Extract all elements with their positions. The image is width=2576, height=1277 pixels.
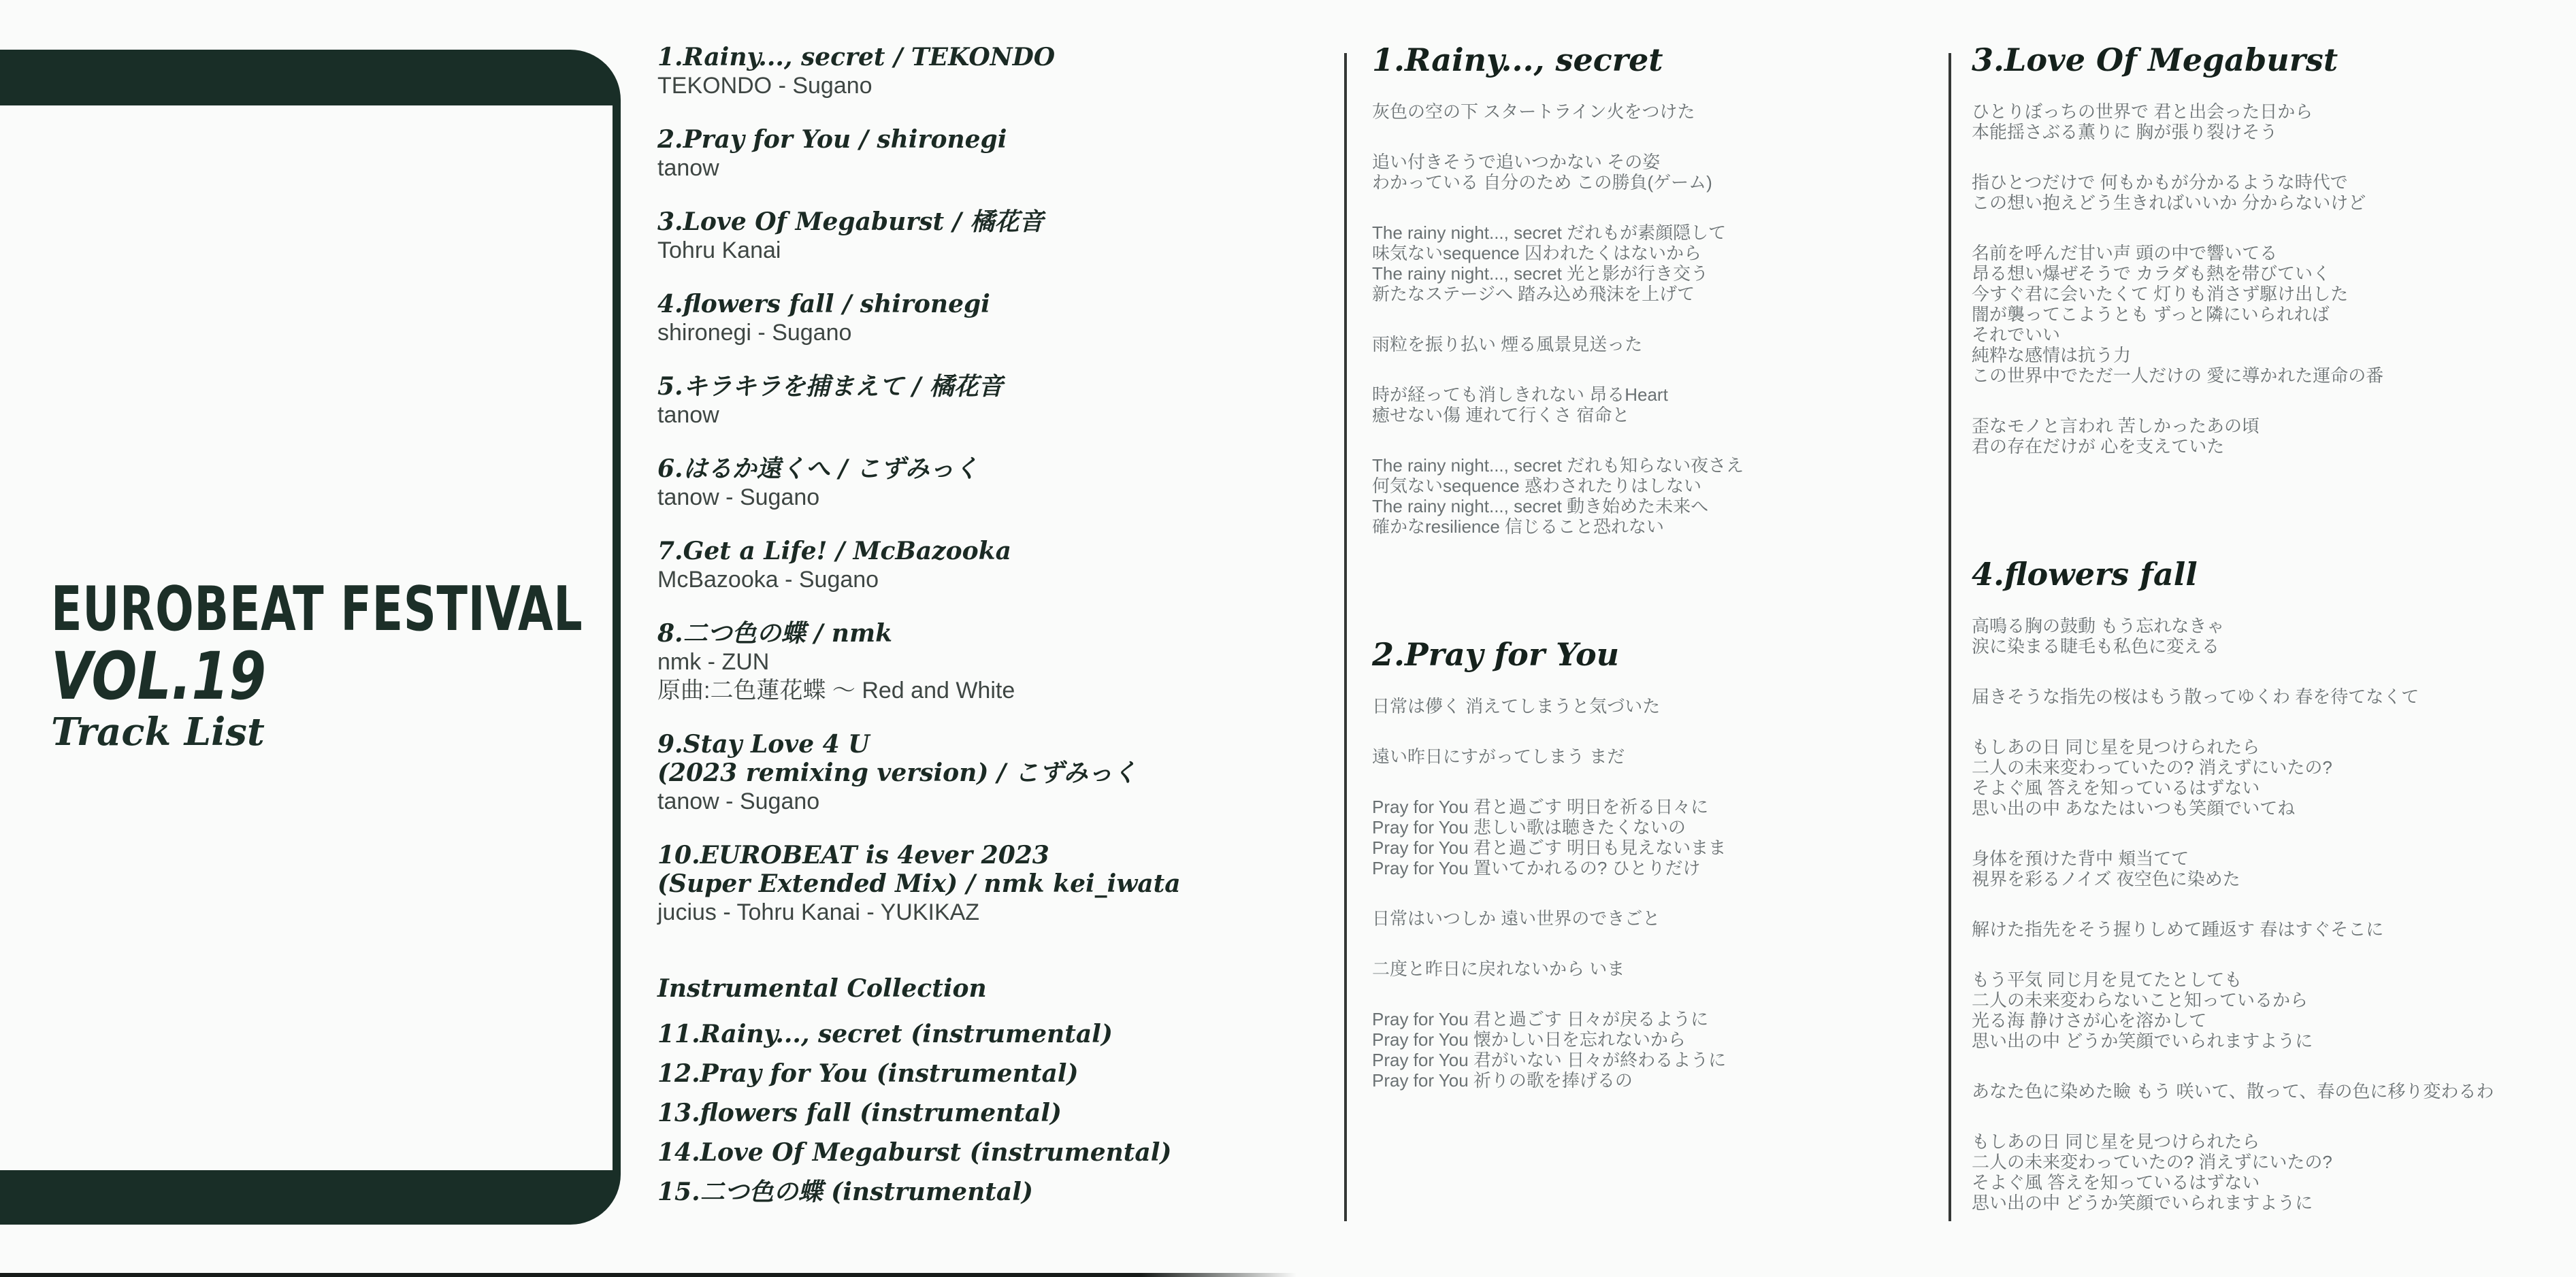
lyric-line: あなた色に染めた瞼 もう 咲いて、散って、春の色に移り変わるわ [1972, 1081, 2494, 1101]
lyric-line: Pray for You 君と過ごす 明日も見えないまま [1372, 837, 1727, 858]
lyric-line: この想い抱えどう生きればいいか 分からないけど [1972, 193, 2366, 213]
lyric-line: 君の存在だけが 心を支えていた [1972, 436, 2225, 457]
lyric-stanza [1972, 919, 2564, 940]
lyric-stanza [1972, 969, 2564, 1051]
track-credit-line: tanow - Sugano [657, 484, 820, 510]
track-title-line: 2.Pray for You / shironegi [657, 125, 1007, 154]
cover-subtitle: Track List [51, 710, 265, 754]
lyric-stanza [1972, 101, 2564, 142]
track-credit-line: TEKONDO - Sugano [657, 73, 873, 99]
lyric-line: 闇が襲ってこようとも ずっと隣にいられれば [1972, 304, 2330, 325]
track-item [657, 125, 1202, 182]
lyric-line: The rainy night..., secret だれも知らない夜さえ [1372, 455, 1744, 476]
lyric-line: 追い付きそうで追いつかない その姿 [1372, 152, 1661, 172]
lyric-line: Pray for You 悲しい歌は聴きたくないの [1372, 817, 1686, 837]
lyrics-column-1 [1372, 43, 1937, 1121]
lyric-stanza [1372, 696, 1937, 716]
track-list [657, 43, 1202, 1217]
lyric-stanza [1972, 1081, 2564, 1101]
track-credit-line: tanow [657, 155, 719, 181]
lyric-stanza [1372, 1009, 1937, 1091]
track-title-line: 9.Stay Love 4 U [657, 730, 870, 759]
track-item [657, 537, 1202, 594]
lyric-line: もしあの日 同じ星を見つけられたら [1972, 737, 2260, 757]
lyric-section [1972, 557, 2564, 1213]
lyric-line: 思い出の中 あなたはいつも笑顔でいてね [1972, 798, 2296, 818]
lyric-stanza [1972, 848, 2564, 889]
lyric-line: Pray for You 君がいない 日々が終わるように [1372, 1050, 1727, 1070]
track-title-line: 6.はるか遠くへ / こずみっく [657, 454, 979, 483]
lyric-line: 歪なモノと言われ 苦しかったあの頃 [1972, 416, 2260, 436]
lyric-section-heading: 1.Rainy..., secret [1372, 42, 1663, 78]
lyric-line: 二人の未来変わらないこと知っているから [1972, 990, 2309, 1010]
lyric-line: 灰色の空の下 スタートライン火をつけた [1372, 101, 1695, 122]
lyric-line: 確かなresilience 信じること恐れない [1372, 516, 1665, 537]
lyric-line: それでいい [1972, 325, 2061, 345]
lyric-stanza [1372, 455, 1937, 537]
track-title-line: 1.Rainy..., secret / TEKONDO [657, 43, 1056, 71]
lyric-line: 何気ないsequence 惑わされたりはしない [1372, 476, 1701, 496]
lyric-stanza [1372, 384, 1937, 425]
column-rule-left [1344, 53, 1347, 1221]
lyric-line: 新たなステージへ 踏み込め飛沫を上げて [1372, 284, 1695, 304]
lyric-line: Pray for You 懐かしい日を忘れないから [1372, 1029, 1686, 1050]
lyric-line: 涙に染まる睫毛も私色に変える [1972, 636, 2220, 657]
instrumental-item: 12.Pray for You (instrumental) [657, 1059, 1079, 1088]
lyric-line: 昂る想い爆ぜそうで カラダも熱を帯びていく [1972, 263, 2330, 284]
track-title-line: 3.Love Of Megaburst / 橘花音 [657, 208, 1044, 236]
lyric-line: 雨粒を振り払い 煙る風景見送った [1372, 334, 1643, 354]
lyric-line: The rainy night..., secret だれもが素顔隠して [1372, 222, 1727, 243]
lyric-line: そよぐ風 答えを知っているはずない [1972, 778, 2260, 798]
lyric-section [1972, 43, 2564, 457]
lyric-stanza [1372, 152, 1937, 193]
lyric-stanza [1972, 172, 2564, 213]
lyric-section [1372, 637, 1937, 1091]
lyric-line: 光る海 静けさが心を溶かして [1972, 1010, 2207, 1031]
instrumental-item: 11.Rainy..., secret (instrumental) [657, 1020, 1113, 1048]
lyric-line: 二度と昨日に戻れないから いま [1372, 959, 1625, 979]
lyric-stanza [1972, 416, 2564, 457]
lyric-line: 二人の未来変わっていたの? 消えずにいたの? [1972, 1152, 2332, 1172]
lyric-line: 高鳴る胸の鼓動 もう忘れなきゃ [1972, 616, 2225, 636]
column-rule-right [1949, 53, 1951, 1221]
lyric-section [1372, 43, 1937, 537]
track-title-line: 5.キラキラを捕まえて / 橘花音 [657, 372, 1003, 401]
track-title-line: 10.EUROBEAT is 4ever 2023 [657, 841, 1049, 869]
track-item [657, 730, 1202, 816]
cover-volume: VOL.19 [51, 638, 267, 714]
track-item [657, 372, 1202, 429]
instrumental-item: 13.flowers fall (instrumental) [657, 1099, 1062, 1127]
lyric-line: 純粋な感情は抗う力 [1972, 345, 2132, 365]
lyric-line: The rainy night..., secret 動き始めた未来へ [1372, 496, 1709, 516]
cover-title: EUROBEAT FESTIVAL [51, 574, 583, 645]
lyric-stanza [1372, 101, 1937, 122]
lyric-line: Pray for You 置いてかれるの? ひとりだけ [1372, 858, 1701, 878]
lyric-stanza [1372, 797, 1937, 878]
lyric-stanza [1372, 746, 1937, 767]
lyric-line: The rainy night..., secret 光と影が行き交う [1372, 263, 1709, 284]
track-credit-line: tanow [657, 402, 719, 428]
track-item [657, 841, 1202, 927]
lyric-section-heading: 3.Love Of Megaburst [1972, 42, 2338, 78]
track-item [657, 454, 1202, 512]
track-title-line: (2023 remixing version) / こずみっく [657, 759, 1137, 787]
lyric-stanza [1972, 616, 2564, 657]
lyric-line: Pray for You 君と過ごす 日々が戻るように [1372, 1009, 1709, 1029]
track-credit-line: tanow - Sugano [657, 789, 820, 814]
lyric-stanza [1372, 908, 1937, 929]
lyric-line: 解けた指先をそう握りしめて踵返す 春はすぐそこに [1972, 919, 2384, 940]
instrumental-item: 15.二つ色の蝶 (instrumental) [657, 1178, 1033, 1206]
track-credit-line: Tohru Kanai [657, 237, 781, 263]
instrumental-item: 14.Love Of Megaburst (instrumental) [657, 1138, 1172, 1167]
lyric-line: もう平気 同じ月を見てたとしても [1972, 969, 2243, 990]
lyric-line: 日常はいつしか 遠い世界のできごと [1372, 908, 1661, 929]
lyric-stanza [1972, 243, 2564, 386]
lyric-line: 時が経っても消しきれない 昂るHeart [1372, 384, 1668, 405]
track-title-line: 7.Get a Life! / McBazooka [657, 537, 1011, 565]
lyric-line: もしあの日 同じ星を見つけられたら [1972, 1131, 2260, 1152]
lyric-line: 届きそうな指先の桜はもう散ってゆくわ 春を待てなくて [1972, 686, 2419, 707]
track-credit-line: 原曲:二色蓮花蝶 ～ Red and White [657, 678, 1015, 703]
lyric-line: 遠い昨日にすがってしまう まだ [1372, 746, 1625, 767]
lyric-line: 本能揺さぶる薫りに 胸が張り裂けそう [1972, 122, 2278, 142]
track-item [657, 208, 1202, 265]
lyric-stanza [1372, 334, 1937, 354]
track-item [657, 619, 1202, 705]
lyric-line: 名前を呼んだ甘い声 頭の中で響いてる [1972, 243, 2278, 263]
instrumental-collection-header: Instrumental Collection [657, 974, 987, 1003]
lyric-stanza [1972, 737, 2564, 818]
lyric-line: 思い出の中 どうか笑顔でいられますように [1972, 1031, 2313, 1051]
lyric-line: Pray for You 君と過ごす 明日を祈る日々に [1372, 797, 1709, 817]
track-credit-line: McBazooka - Sugano [657, 567, 879, 593]
track-credit-line: jucius - Tohru Kanai - YUKIKAZ [657, 899, 980, 925]
lyric-line: 日常は儚く 消えてしまうと気づいた [1372, 696, 1661, 716]
lyric-line: この世界中でただ一人だけの 愛に導かれた運命の番 [1972, 365, 2384, 386]
lyric-section-heading: 2.Pray for You [1372, 636, 1620, 673]
lyrics-column-2 [1972, 43, 2564, 1243]
lyric-line: そよぐ風 答えを知っているはずない [1972, 1172, 2260, 1193]
track-item [657, 290, 1202, 347]
lyric-line: 癒せない傷 連れて行くさ 宿命と [1372, 405, 1630, 425]
lyric-line: わかっている 自分のため この勝負(ゲーム) [1372, 172, 1712, 193]
track-title-line: 4.flowers fall / shironegi [657, 290, 990, 318]
lyric-line: 二人の未来変わっていたの? 消えずにいたの? [1972, 757, 2332, 778]
lyric-line: 指ひとつだけで 何もかもが分かるような時代で [1972, 172, 2348, 193]
lyric-line: Pray for You 祈りの歌を捧げるの [1372, 1070, 1633, 1091]
track-credit-line: shironegi - Sugano [657, 320, 852, 346]
bottom-scan-edge [0, 1273, 1297, 1277]
track-title-line: 8.二つ色の蝶 / nmk [657, 619, 893, 648]
lyric-line: 今すぐ君に会いたくて 灯りも消さず駆け出した [1972, 284, 2349, 304]
track-credit-line: nmk - ZUN [657, 649, 770, 675]
lyric-stanza [1372, 222, 1937, 304]
track-item [657, 43, 1202, 100]
lyric-stanza [1372, 959, 1937, 979]
lyric-section-heading: 4.flowers fall [1972, 556, 2198, 593]
lyric-line: 思い出の中 どうか笑顔でいられますように [1972, 1193, 2313, 1213]
lyric-line: 味気ないsequence 囚われたくはないから [1372, 243, 1701, 263]
lyric-line: 身体を預けた背中 頬当てて [1972, 848, 2189, 869]
track-title-line: (Super Extended Mix) / nmk kei_iwata [657, 869, 1181, 898]
lyric-stanza [1972, 1131, 2564, 1213]
lyric-line: ひとりぼっちの世界で 君と出会った日から [1972, 101, 2313, 122]
lyric-line: 視界を彩るノイズ 夜空色に染めた [1972, 869, 2240, 889]
lyric-stanza [1972, 686, 2564, 707]
